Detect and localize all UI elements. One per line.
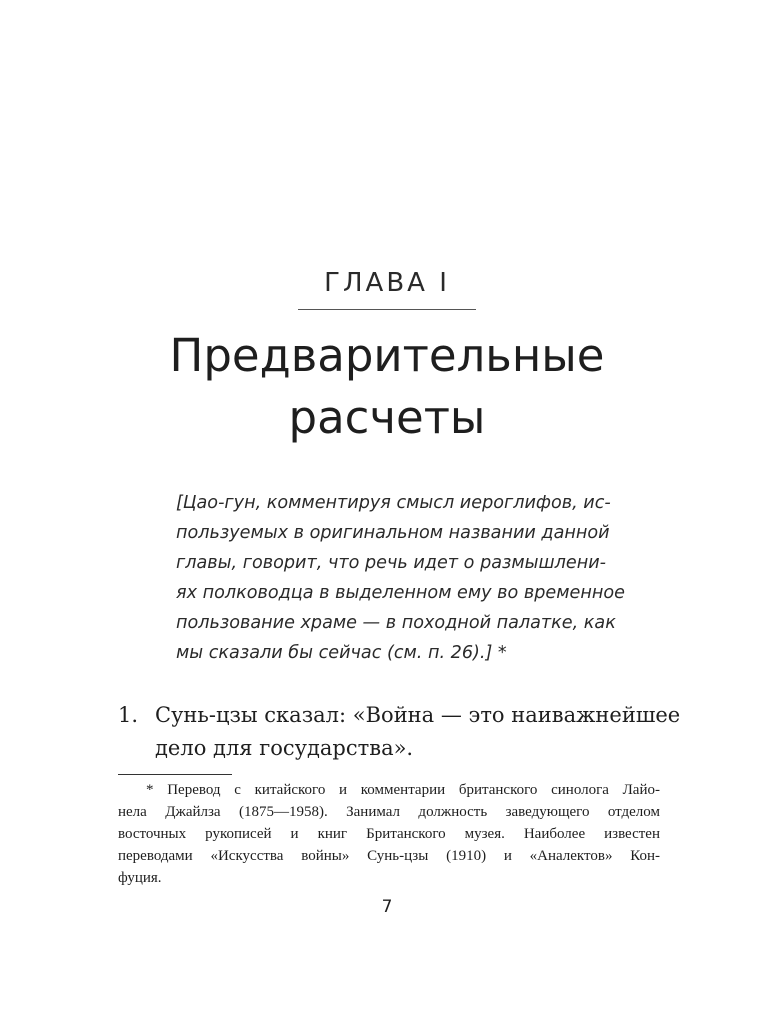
footnote-line: переводами «Искусства войны» Сунь-цзы (1910) и «Аналектов» Кон- — [118, 848, 660, 864]
epigraph-line: пользуемых в оригинальном названии данной — [176, 523, 610, 543]
epigraph-line: пользование храме — в походной палатке, как — [176, 613, 616, 633]
epigraph-line: мы сказали бы сейчас (см. п. 26).] * — [176, 643, 507, 663]
verse-text — [155, 699, 681, 765]
footnote-line: фуция. — [118, 870, 162, 886]
footnote-line: * Перевод с китайского и комментарии британского синолога Лайо- — [146, 782, 660, 798]
chapter-rule — [298, 309, 476, 310]
chapter-title-line: расчеты — [288, 391, 486, 444]
verse-number: 1. — [118, 703, 139, 727]
verse-line: Сунь-цзы сказал: «Война — это наиважнейшее — [155, 703, 681, 727]
chapter-title — [0, 325, 774, 449]
epigraph — [176, 488, 625, 668]
footnote-rule — [118, 774, 232, 775]
footnote-line: нела Джайлза (1875—1958). Занимал должность заведующего отделом — [118, 804, 660, 820]
epigraph-line: [Цао-гун, комментируя смысл иероглифов, ис- — [176, 493, 611, 513]
footnote-line: восточных рукописей и книг Британского музея. Наиболее известен — [118, 826, 660, 842]
chapter-title-line: Предварительные — [169, 329, 605, 382]
epigraph-line: главы, говорит, что речь идет о размышлени- — [176, 553, 606, 573]
verse-line: дело для государства». — [155, 736, 414, 760]
epigraph-line: ях полководца в выделенном ему во временное — [176, 583, 625, 603]
page-number: 7 — [381, 897, 393, 917]
chapter-label: ГЛАВА I — [324, 268, 450, 298]
footnote — [118, 779, 660, 889]
